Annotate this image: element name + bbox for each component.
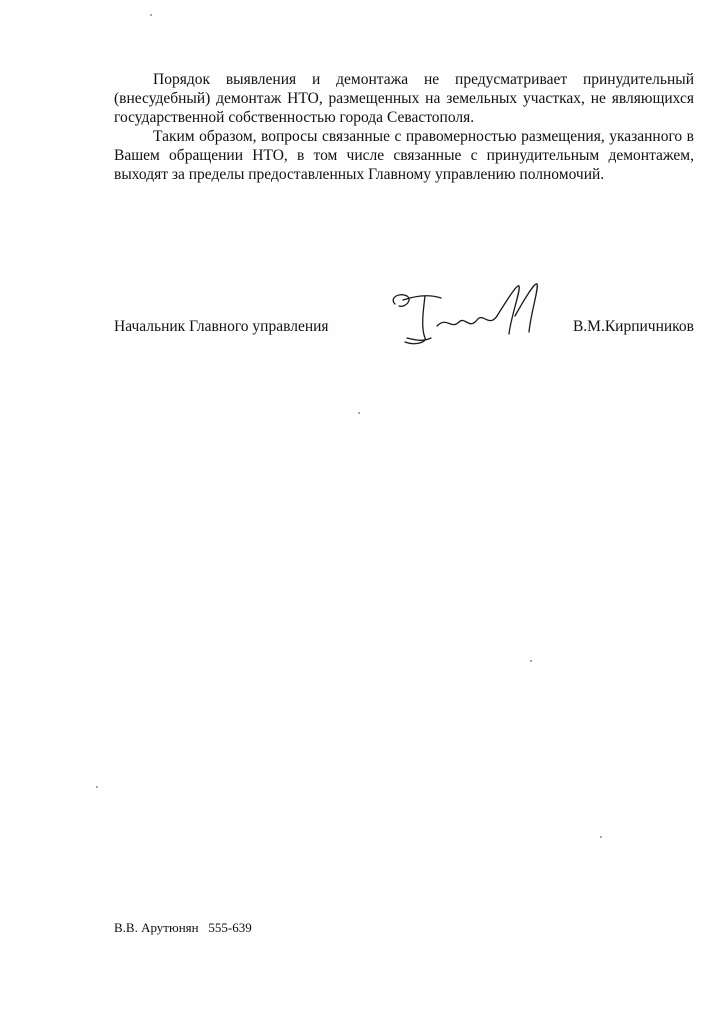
paragraph-1: Порядок выявления и демонтажа не предусматривает принудительный (внесудебный) демонтаж НТО, размещенных на земельных участках, не являющихся государственной собственностью города Севастополя.	[114, 71, 694, 126]
executor-name: В.В. Арутюнян	[114, 920, 199, 935]
letter-body	[114, 70, 694, 184]
scan-speck	[530, 660, 532, 662]
signer-name: В.М.Кирпичников	[572, 318, 694, 335]
scan-speck	[358, 412, 360, 414]
executor-line	[114, 920, 252, 936]
scan-speck	[150, 14, 152, 16]
scan-speck	[96, 786, 98, 788]
signer-title: Начальник Главного управления	[114, 318, 329, 335]
scan-speck	[600, 836, 602, 838]
paragraph-2: Таким образом, вопросы связанные с правомерностью размещения, указанного в Вашем обращении НТО, в том числе связанные с принудительным демонтажем, выходят за пределы предоставленных Главному управлению полномочий.	[114, 128, 694, 183]
handwritten-signature-icon	[385, 276, 565, 356]
executor-phone: 555-639	[208, 920, 252, 935]
